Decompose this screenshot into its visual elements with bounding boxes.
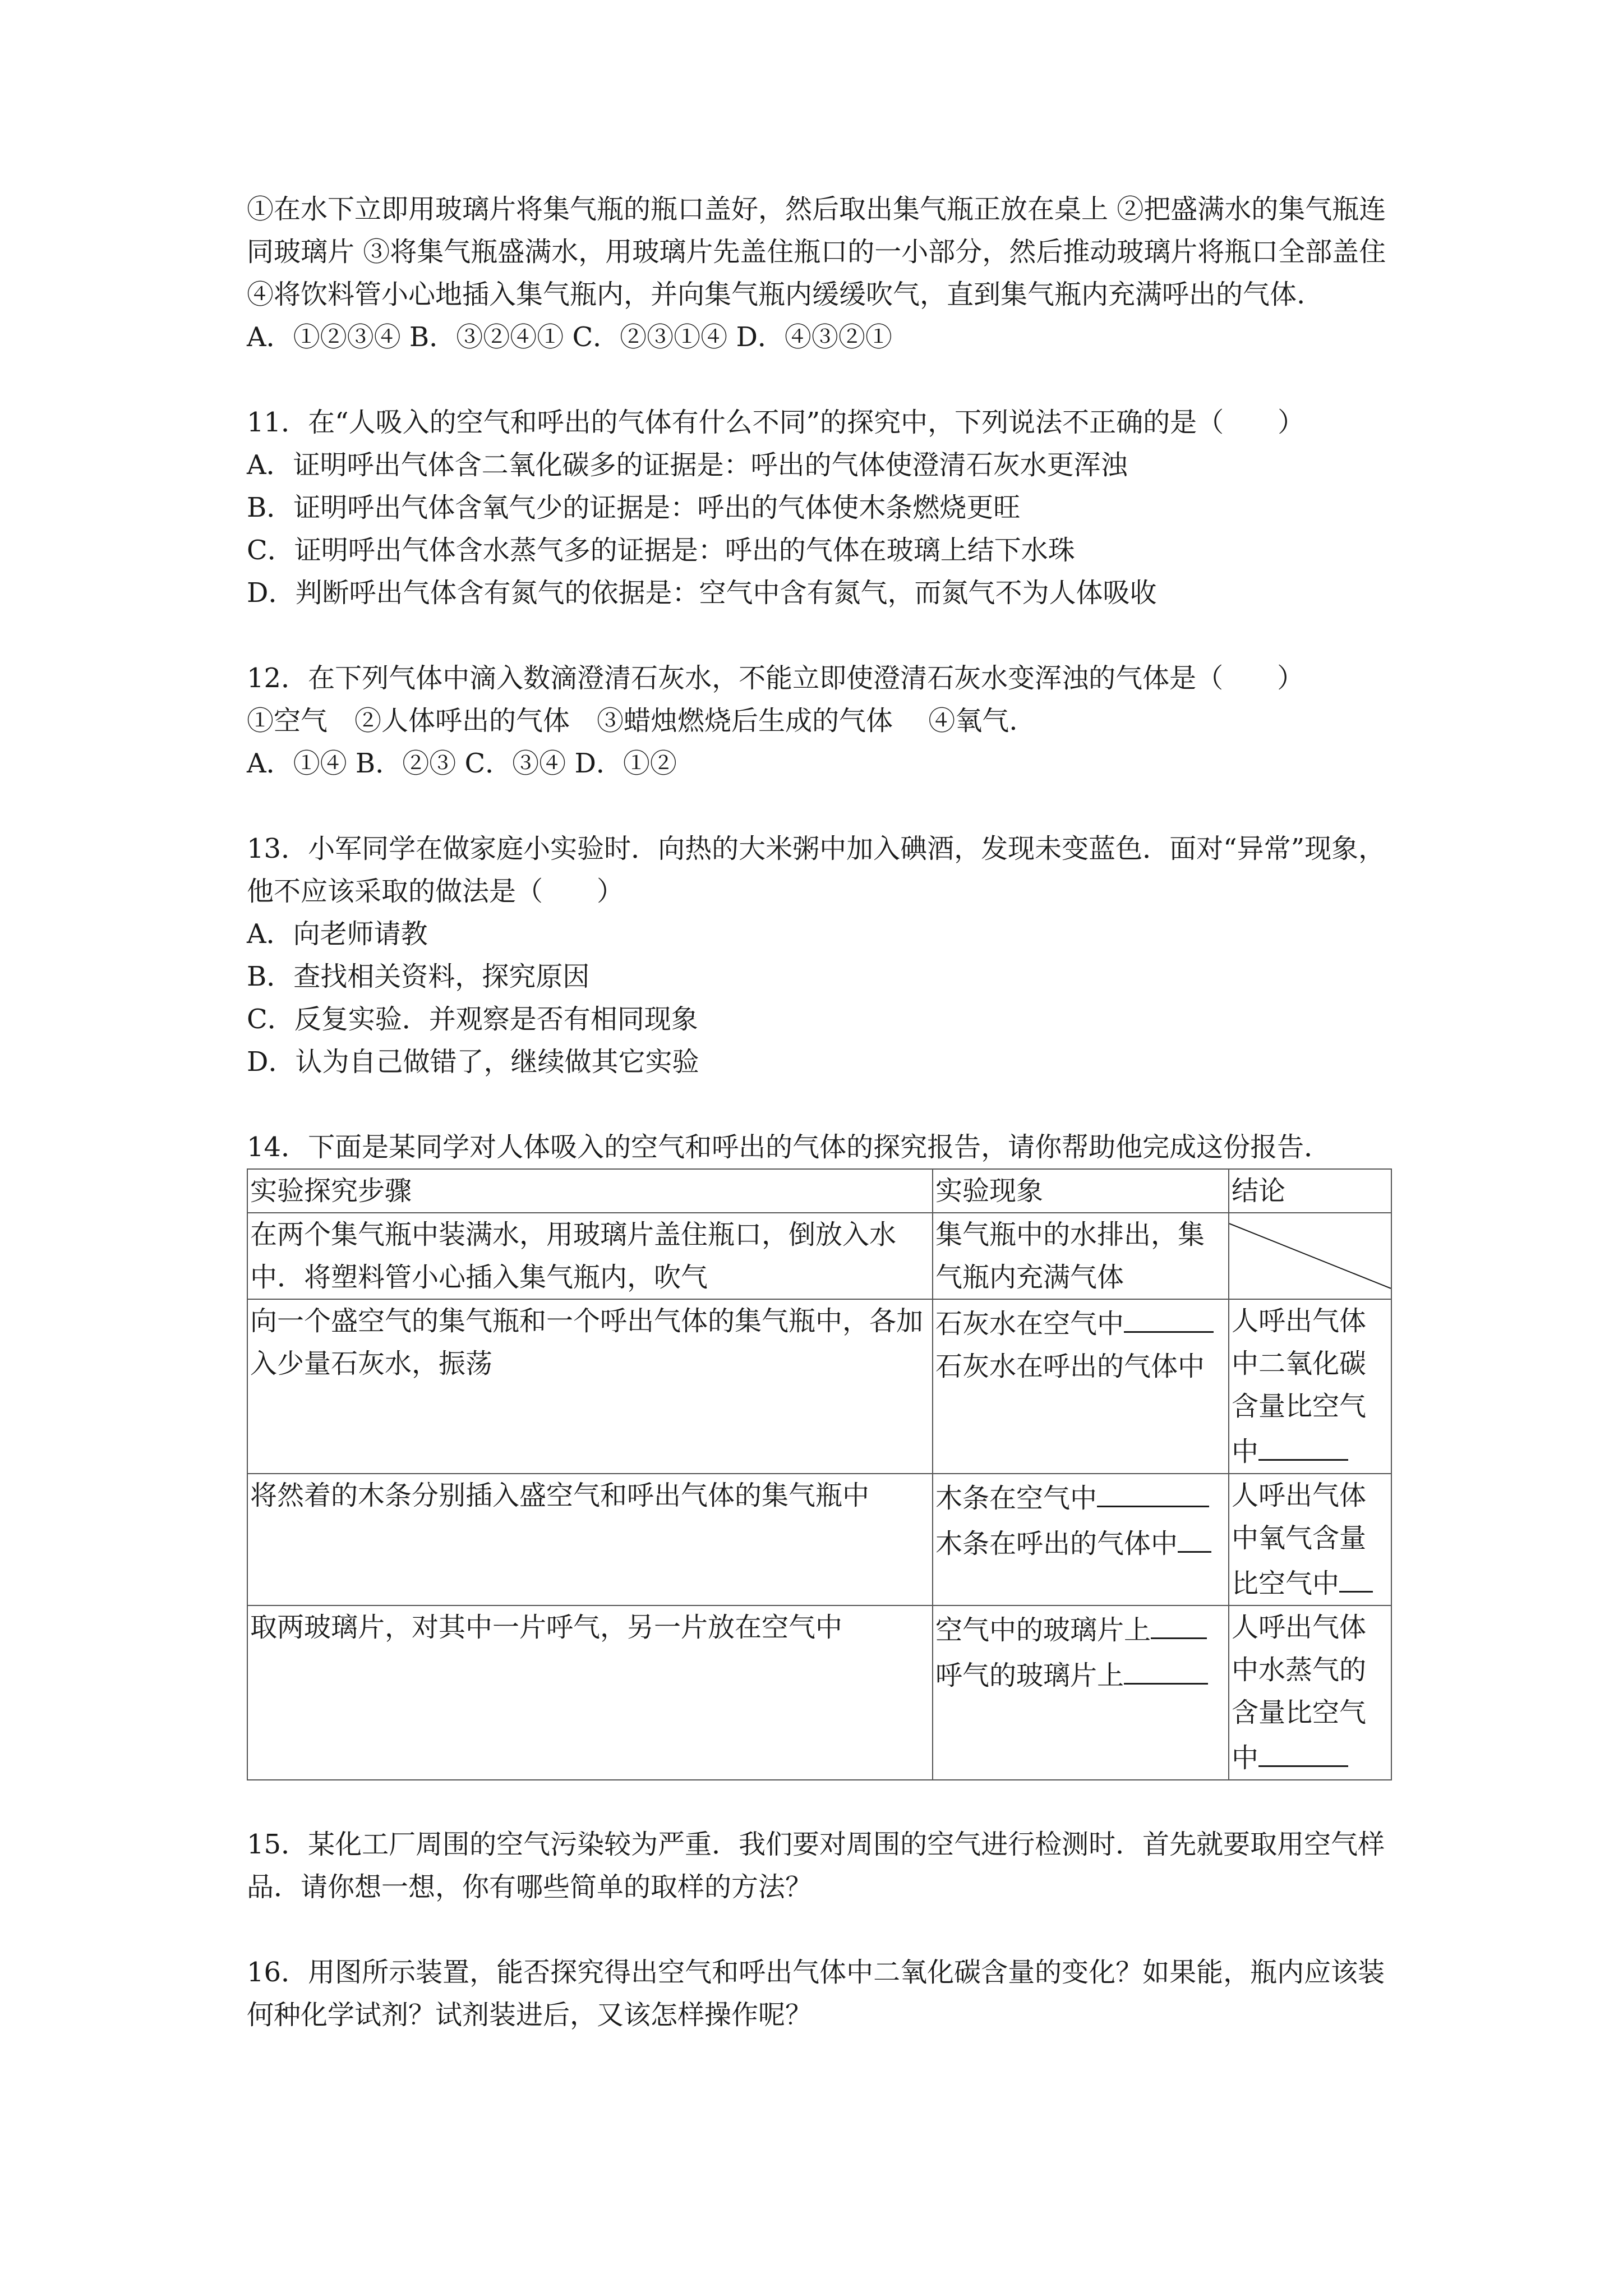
row-2-step: 向一个盛空气的集气瓶和一个呼出气体的集气瓶中，各加入少量石灰水，振荡	[247, 1299, 933, 1474]
question-11-option-a: A．证明呼出气体含二氧化碳多的证据是：呼出的气体使澄清石灰水更浑浊	[247, 449, 1128, 481]
row-4-conclusion: 人呼出气体中水蒸气的含量比空气中	[1229, 1605, 1391, 1780]
question-11-option-b: B．证明呼出气体含氧气少的证据是：呼出的气体使木条燃烧更旺	[247, 492, 1021, 523]
question-11-option-c: C．证明呼出气体含水蒸气多的证据是：呼出的气体在玻璃上结下水珠	[247, 535, 1075, 566]
answer-blank[interactable]	[1258, 1734, 1348, 1767]
question-13-option-d: D．认为自己做错了，继续做其它实验	[247, 1046, 699, 1078]
question-10-options: A．①②③④ B．③②④① C．②③①④ D．④③②①	[247, 321, 892, 353]
question-14-stem: 14．下面是某同学对人体吸入的空气和呼出的气体的探究报告，请你帮助他完成这份报告．	[247, 1131, 1331, 1163]
row-4-phen-line-2: 呼气的玻璃片上	[935, 1651, 1226, 1697]
table-row	[247, 1605, 1391, 1780]
answer-blank[interactable]	[1339, 1559, 1373, 1593]
question-13-option-b: B．查找相关资料，探究原因	[247, 961, 590, 992]
report-table	[247, 1168, 1392, 1780]
header-conclusion: 结论	[1229, 1169, 1391, 1213]
question-10	[247, 188, 1391, 358]
answer-blank[interactable]	[1124, 1651, 1208, 1685]
row-4-phen-line-1: 空气中的玻璃片上	[935, 1606, 1226, 1651]
question-13-option-a: A．向老师请教	[247, 918, 428, 950]
answer-blank[interactable]	[1178, 1520, 1211, 1553]
question-12-items: ①空气 ②人体呼出的气体 ③蜡烛燃烧后生成的气体 ④氧气.	[247, 705, 1018, 737]
table-row	[247, 1474, 1391, 1605]
answer-blank[interactable]	[1097, 1474, 1209, 1507]
question-16	[247, 1951, 1391, 2036]
question-12-stem: 12．在下列气体中滴入数滴澄清石灰水，不能立即使澄清石灰水变浑浊的气体是（ ）	[247, 662, 1304, 694]
diagonal-line	[1229, 1213, 1391, 1299]
question-12	[247, 657, 1391, 785]
row-4-step: 取两玻璃片，对其中一片呼气，另一片放在空气中	[247, 1605, 933, 1780]
header-phenomenon: 实验现象	[933, 1169, 1229, 1213]
row-2-phen-line-2: 石灰水在呼出的气体中	[935, 1351, 1205, 1382]
question-12-options: A．①④ B．②③ C．③④ D．①②	[247, 748, 677, 779]
question-16-stem: 16．用图所示装置，能否探究得出空气和呼出气体中二氧化碳含量的变化？如果能，瓶内应该装何种化学试剂？试剂装进后，又该怎样操作呢？	[247, 1957, 1385, 2031]
question-10-steps: ①在水下立即用玻璃片将集气瓶的瓶口盖好，然后取出集气瓶正放在桌上 ②把盛满水的集气瓶连同玻璃片 ③将集气瓶盛满水，用玻璃片先盖住瓶口的一小部分，然后推动玻璃片将瓶口全部盖住 ④将饮料管小心地插入集气瓶内，并向集气瓶内缓缓吹气，直到集气瓶内充满呼出的气体.	[247, 194, 1386, 310]
row-2-phenomenon	[933, 1299, 1229, 1474]
question-13-stem: 13．小军同学在做家庭小实验时．向热的大米粥中加入碘酒，发现未变蓝色．面对“异常”现象，他不应该采取的做法是（ ）	[247, 833, 1386, 907]
question-14	[247, 1126, 1391, 1780]
table-header-row	[247, 1169, 1391, 1213]
row-3-step: 将然着的木条分别插入盛空气和呼出气体的集气瓶中	[247, 1474, 933, 1605]
question-11-option-d: D．判断呼出气体含有氮气的依据是：空气中含有氮气，而氮气不为人体吸收	[247, 577, 1157, 609]
row-1-phenomenon: 集气瓶中的水排出，集气瓶内充满气体	[933, 1213, 1229, 1299]
table-row	[247, 1213, 1391, 1299]
question-15-stem: 15．某化工厂周围的空气污染较为严重．我们要对周围的空气进行检测时．首先就要取用空气样品．请你想一想，你有哪些简单的取样的方法？	[247, 1829, 1385, 1903]
question-13-option-c: C．反复实验．并观察是否有相同现象	[247, 1004, 698, 1035]
row-4-phenomenon	[933, 1605, 1229, 1780]
question-11	[247, 401, 1391, 614]
question-15	[247, 1823, 1391, 1908]
row-3-conclusion: 人呼出气体中氧气含量比空气中	[1229, 1474, 1391, 1605]
answer-blank[interactable]	[1124, 1300, 1214, 1333]
answer-blank[interactable]	[1258, 1428, 1348, 1461]
row-1-step: 在两个集气瓶中装满水，用玻璃片盖住瓶口，倒放入水中．将塑料管小心插入集气瓶内，吹气	[247, 1213, 933, 1299]
header-steps: 实验探究步骤	[247, 1169, 933, 1213]
row-2-phen-line-1: 石灰水在空气中	[935, 1300, 1226, 1345]
row-1-conclusion-empty	[1229, 1213, 1391, 1299]
row-2-conclusion: 人呼出气体中二氧化碳含量比空气中	[1229, 1299, 1391, 1474]
row-3-phen-line-1: 木条在空气中	[935, 1474, 1226, 1520]
document-page	[247, 188, 1391, 2036]
question-11-stem: 11．在“人吸入的空气和呼出的气体有什么不同”的探究中，下列说法不正确的是（ ）	[247, 407, 1305, 438]
question-13	[247, 827, 1391, 1083]
answer-blank[interactable]	[1151, 1606, 1207, 1639]
table-row	[247, 1299, 1391, 1474]
row-3-phenomenon	[933, 1474, 1229, 1605]
row-3-phen-line-2: 木条在呼出的气体中	[935, 1520, 1226, 1565]
